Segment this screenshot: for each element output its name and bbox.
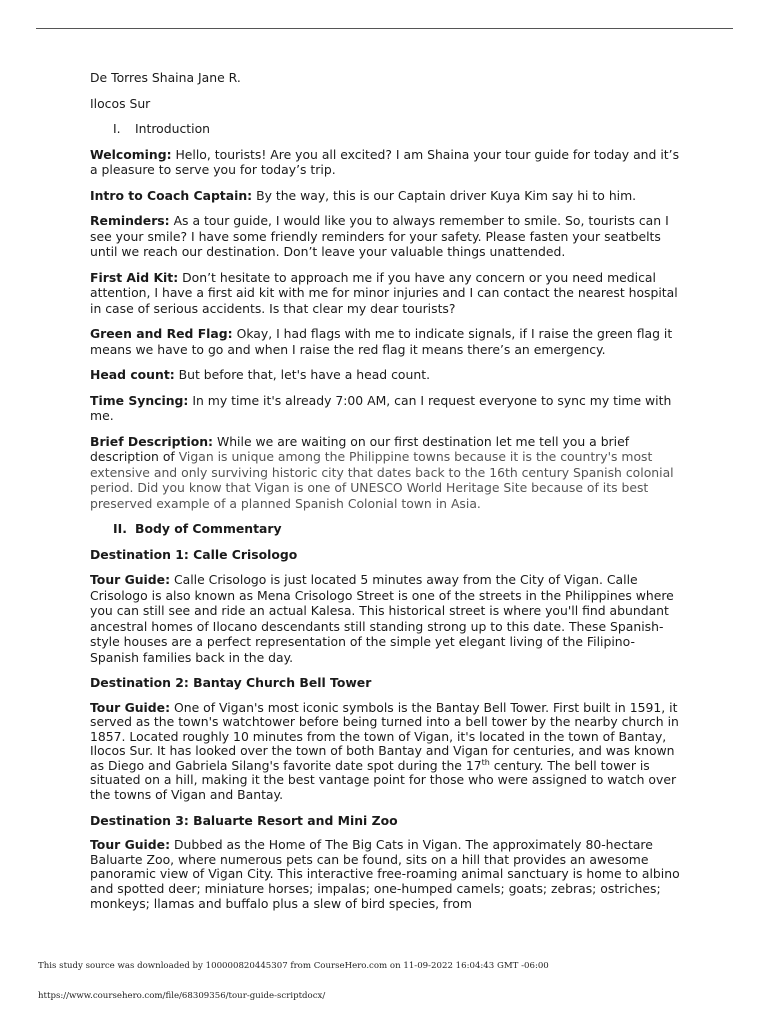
paragraph-quoted-text: Vigan is unique among the Philippine towns because it is the country's most extensive and only surviving historic city that dates back to the 16th century Spanish colonial period. Did you know that Vigan is one of UNESCO World Heritage Site because of its best preserved example of a planned Spanish Colonial town in Asia. [90,449,674,511]
paragraph-label: Tour Guide: [90,699,171,715]
paragraph-brief-description [90,434,680,512]
paragraph-coach-captain [90,188,680,204]
paragraph-text: But before that, let's have a head count. [174,367,431,382]
paragraph-label: Time Syncing: [90,392,189,408]
source-url-link[interactable]: https://www.coursehero.com/file/68309356/tour-guide-scriptdocx/ [38,991,326,1001]
ordinal-suffix: th [481,757,490,767]
paragraph-text: Calle Crisologo is just located 5 minutes away from the City of Vigan. Calle Crisologo is also known as Mena Crisologo Street is one of the streets in the Philippines where you can still see and ride an actual Kalesa. This historical street is where you'll find abundant ancestral homes of Ilocano descendants still standing strong up to this date. These Spanish-style houses are a perfect representation of the simple yet elegant living of the Filipino-Spanish families back in the day. [90,572,674,665]
paragraph-label: Tour Guide: [90,837,171,853]
destination-1-title: Destination 1: Calle Crisologo [90,546,298,562]
paragraph-text: By the way, this is our Captain driver Kuya Kim say hi to him. [252,187,637,203]
paragraph-text: Don’t hesitate to approach me if you have any concern or you need medical attention, I have a first aid kit with me for minor injuries and I can contact the nearest hospital in case of serious accidents. Is that clear my dear tourists? [90,269,678,316]
paragraph-time-syncing [90,393,680,424]
destination-3-title: Destination 3: Baluarte Resort and Mini Zoo [90,812,398,828]
section-heading-introduction [90,121,680,137]
paragraph-flags [90,326,680,357]
paragraph-reminders [90,213,680,260]
top-divider [36,28,733,29]
paragraph-text: One of Vigan's most iconic symbols is the Bantay Bell Tower. First built in 1591, it served as the town's watchtower before being turned into a bell tower by the nearby church in 1857. Located roughly 10 minutes from the town of Vigan, it's located in the town of Bantay, Ilocos Sur. It has looked over the town of both Bantay and Vigan for centuries, and was known as Diego and Gabriela Silang's favorite date spot during the 17 [90,699,679,773]
paragraph-text: While we are waiting on our first destination let me tell you a brief description of [90,433,630,464]
destination-2-description [90,701,680,803]
document-body [90,70,680,921]
paragraph-label: Head count: [90,367,175,382]
destination-3-description [90,838,680,911]
paragraph-head-count [90,367,680,383]
paragraph-label: Intro to Coach Captain: [90,187,253,203]
paragraph-text: century. The bell tower is situated on a hill, making it the best vantage point for those who were assigned to watch over the towns of Vigan and Bantay. [90,757,677,803]
paragraph-text: As a tour guide, I would like you to always remember to smile. So, tourists can I see your smile? I have some friendly reminders for your safety. Please fasten your seatbelts until we reach our destination. Don’t leave your valuable things unattended. [90,213,669,259]
paragraph-text: Dubbed as the Home of The Big Cats in Vigan. The approximately 80-hectare Baluarte Zoo, where numerous pets can be found, sits on a hill that provides an awesome panoramic view of Vigan City. This interactive free-roaming animal sanctuary is home to albino and spotted deer; miniature horses; impalas; one-humped camels; goats; zebras; ostriches; monkeys; llamas and buffalo plus a slew of bird species, from [90,837,680,911]
paragraph-label: Welcoming: [90,146,172,162]
paragraph-label: First Aid Kit: [90,269,179,285]
section-numeral: II. [113,521,127,536]
section-title: Body of Commentary [135,521,282,536]
paragraph-first-aid [90,270,680,317]
paragraph-label: Reminders: [90,213,170,228]
paragraph-text: Okay, I had flags with me to indicate signals, if I raise the green flag it means we have to go and when I raise the red flag it means there’s an emergency. [90,326,673,357]
paragraph-label: Brief Description: [90,433,214,449]
section-title: Introduction [135,121,211,136]
section-numeral: I. [113,121,121,136]
destination-2-title: Destination 2: Bantay Church Bell Tower [90,675,372,690]
paragraph-text: Hello, tourists! Are you all excited? I am Shaina your tour guide for today and it’s a pleasure to serve you for today’s trip. [90,146,680,177]
download-notice: This study source was downloaded by 100000820445307 from CourseHero.com on 11-09-2022 16:04:43 GMT -06:00 [38,961,549,971]
author-name: De Torres Shaina Jane R. [90,70,241,85]
paragraph-label: Green and Red Flag: [90,326,233,341]
province: Ilocos Sur [90,95,151,111]
destination-1-description [90,572,680,665]
section-heading-body [90,521,680,537]
paragraph-label: Tour Guide: [90,572,171,587]
paragraph-text: In my time it's already 7:00 AM, can I request everyone to sync my time with me. [90,392,672,423]
paragraph-welcoming [90,147,680,178]
